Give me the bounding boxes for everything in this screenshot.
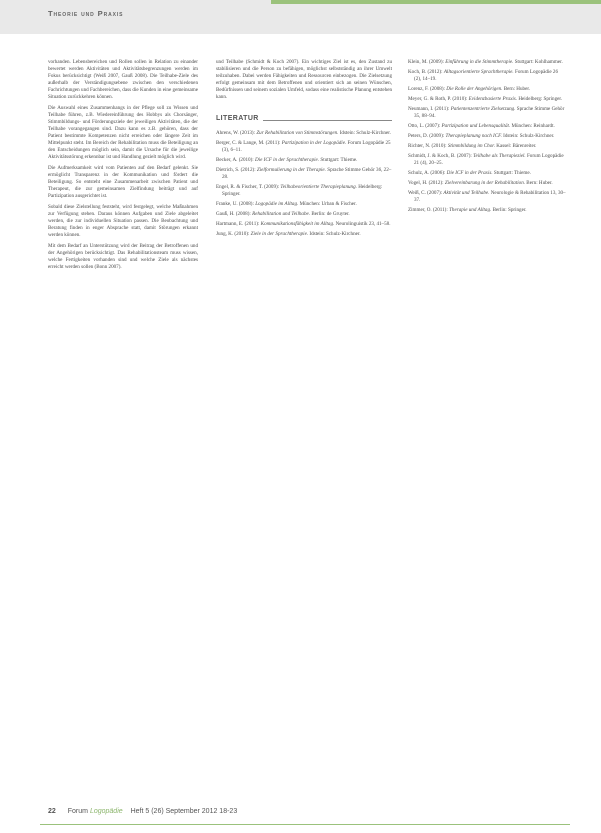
reference-entry — [216, 140, 392, 154]
reference-entry — [408, 96, 566, 103]
reference-authors: Vogel, H. (2012): — [408, 180, 444, 187]
literature-title: LITERATUR — [216, 115, 259, 123]
reference-title: Zielformulierung in der Therapie. — [256, 167, 326, 174]
reference-source: Bern: Huber. — [526, 180, 553, 187]
paragraph: Die Aufmerksamkeit wird vom Patienten auf den Bedarf gelenkt. Sie ermöglicht Transparenz in der Kommunikation und fördert die Beteiligung. So entsteht eine Zusammenarbeit zwischen Patient und Therapeut, die zur gemeinsamen Zielfindung beiträgt und auf Partizipation ausgerichtet ist. — [48, 165, 198, 200]
reference-title: Therapieplanung nach ICF. — [445, 133, 502, 140]
reference-entry — [408, 207, 566, 214]
reference-entry — [408, 106, 566, 120]
page-number: 22 — [48, 808, 56, 815]
reference-title: Die ICF in der Praxis. — [446, 170, 493, 177]
reference-entry — [216, 231, 392, 238]
reference-source: Stuttgart: Thieme. — [493, 170, 531, 177]
body-column-1 — [48, 59, 198, 275]
footer-rule — [40, 824, 570, 825]
heading-rule — [263, 120, 392, 121]
reference-source: Idstein: Schulz-Kirchner. — [503, 133, 555, 140]
paragraph: Die Auswahl eines Zusammenhangs in der Pflege soll zu Wissen und Teilhabe führen, z.B. Wiedereinführung des Hobbys als Chorsänger, Stimmbildungs- und Förderungsziele der jeweiligen Aktivitäten, die der Teilhabe vorangegangen sind. Dazu kann es z.B. gehören, dass der Patient bestimmte Kompetenzen nicht erreichen oder längere Zeit im Mittelpunkt steht. Im Bereich der Rehabilitation muss die Beteiligung an den Entscheidungen möglich sein, damit die Ursache für die jeweilige Aktivitätsstörung erkennbar ist und Handlung gezielt möglich wird. — [48, 105, 198, 161]
literature-heading — [216, 115, 392, 122]
reference-entry — [408, 153, 566, 167]
reference-authors: Weiß, C. (2007): — [408, 190, 443, 197]
reference-authors: Lorenz, F. (2008): — [408, 86, 445, 93]
reference-source: Sprache Stimme Gehör 36, 22–28. — [222, 167, 392, 181]
reference-entry — [216, 167, 392, 181]
reference-title: Zielvereinbarung in der Rehabilitation. — [444, 180, 526, 187]
reference-source: Sprache Stimme Gehör 35, 88–94. — [414, 106, 565, 120]
reference-entry — [216, 211, 392, 218]
reference-title: Logopädie im Alltag. — [255, 201, 299, 208]
reference-list-part-2 — [408, 59, 566, 214]
reference-entry — [216, 221, 392, 228]
reference-entry — [216, 157, 392, 164]
reference-entry — [216, 184, 392, 198]
reference-source: Idstein: Schulz-Kirchner. — [309, 231, 361, 238]
reference-source: Forum Logopädie 25 (3), 6–11. — [222, 140, 391, 154]
reference-authors: Peters, D. (2009): — [408, 133, 445, 140]
reference-entry — [408, 170, 566, 177]
reference-title: Evidenzbasierte Praxis. — [468, 96, 518, 103]
reference-authors: Gauß, H. (2008): — [216, 211, 251, 218]
reference-authors: Zimmer, O. (2011): — [408, 207, 448, 214]
reference-title: Teilhabeorientierte Therapieplanung. — [280, 184, 357, 191]
section-title: Theorie und Praxis — [48, 9, 124, 18]
reference-source: Forum Logopädie 26 (2), 14–19. — [414, 69, 558, 83]
reference-source: München: Reinhardt. — [511, 123, 555, 130]
reference-title: Einführung in die Stimmtherapie. — [445, 59, 514, 65]
page-footer — [48, 808, 237, 815]
reference-entry — [408, 143, 566, 150]
reference-authors: Dietrich, S. (2012): — [216, 167, 256, 174]
reference-list-part-1 — [216, 130, 392, 238]
reference-source: Bern: Huber. — [503, 86, 531, 93]
paragraph: vorhanden. Lebensbereichen und Rollen sollen in Relation zu einander bewertet werden Aktivitäten und Aktivitätsbegrenzungen werden im Fokus berücksichtigt (Weiß 2007, Gauß 2008). Die Teilhabe-Ziele des außerhalb der Verständigungsebene zwischen den verschiedenen Fachrichtungen und Fachbereichen, dass die Kunden in eine gemeinsame Situation zurückkehren können. — [48, 59, 198, 101]
reference-source: Forum Logopädie 21 (4), 20–25. — [414, 153, 564, 167]
body-text-continued — [216, 59, 392, 101]
reference-authors: Meyer, G. & Roth, P. (2010): — [408, 96, 468, 103]
reference-entry — [408, 190, 566, 204]
reference-source: Heidelberg: Springer. — [222, 184, 383, 198]
reference-source: Berlin: de Gruyter. — [311, 211, 350, 218]
paragraph: und Teilhabe (Schmidt & Koch 2007). Ein wichtiges Ziel ist es, den Zustand zu stabilisieren und die Person zu befähigen, möglichst selbstständig an ihrer Umwelt teilzuhaben. Dabei werden Fähigkeiten und Ressourcen einbezogen. Die Zielsetzung erfolgt gemeinsam mit dem Betroffenen und orientiert sich an seinen Wünschen, Bedürfnissen und seinem sozialen Umfeld, sodass eine realistische Planung entstehen kann. — [216, 59, 392, 101]
reference-authors: Klein, M. (2009): — [408, 59, 444, 65]
reference-authors: Hartmann, E. (2011): — [216, 221, 260, 228]
body-column-3 — [408, 59, 566, 217]
reference-source: Heidelberg: Springer. — [518, 96, 563, 103]
reference-source: Idstein: Schulz-Kirchner. — [339, 130, 391, 137]
reference-title: Alltagsorientierte Sprachtherapie. — [443, 69, 514, 76]
reference-authors: Schulz, A. (2006): — [408, 170, 446, 177]
reference-title: Partizipation und Lebensqualität. — [441, 123, 511, 130]
reference-title: Partizipation in der Logopädie. — [281, 140, 347, 147]
journal-label: Forum — [67, 808, 88, 815]
reference-title: Aktivität und Teilhabe. — [443, 190, 490, 197]
journal-name: Logopädie — [89, 808, 123, 815]
reference-source: Stuttgart: Kohlhammer. — [514, 59, 563, 65]
reference-entry — [216, 130, 392, 137]
paragraph: Sobald diese Zielstellung feststeht, wird festgelegt, welche Maßnahmen zur Verfügung stehen. Daraus können Aufgaben und Ziele abgeleitet werden, die zur individuellen Situation passen. Die Beobachtung und Beratung finden in enger Absprache statt, damit Störungen erkannt werden können. — [48, 204, 198, 239]
issue-info: Heft 5 (26) September 2012 18-23 — [130, 808, 238, 815]
reference-entry — [408, 123, 566, 130]
reference-authors: Becker, A. (2010): — [216, 157, 254, 164]
reference-authors: Jung, K. (2010): — [216, 231, 250, 238]
header-accent-stripe — [271, 0, 601, 4]
reference-title: Zur Rehabilitation von Stimmstörungen. — [256, 130, 339, 137]
reference-authors: Ahrens, W. (2013): — [216, 130, 256, 137]
reference-entry — [408, 180, 566, 187]
paragraph: Mit dem Bedarf an Unterstützung wird der Beitrag der Betroffenen und der Angehörigen berücksichtigt. Das Rehabilitationsteam muss wissen, welche Fertigkeiten vorhanden sind und welche Ziele als nächstes erreicht werden sollen (Bonn 2007). — [48, 243, 198, 271]
reference-title: Kommunikationsfähigkeit im Alltag. — [260, 221, 335, 228]
reference-title: Patientenzentrierte Zielsetzung. — [450, 106, 516, 113]
reference-title: Die Rolle der Angehörigen. — [446, 86, 503, 93]
reference-authors: Schmidt, J. & Koch, B. (2007): — [408, 153, 472, 160]
reference-source: Berlin: Springer. — [492, 207, 527, 214]
reference-source: Stuttgart: Thieme. — [320, 157, 358, 164]
reference-entry — [216, 201, 392, 208]
reference-entry — [408, 59, 566, 66]
reference-title: Ziele in der Sprachtherapie. — [250, 231, 309, 238]
reference-title: Therapie und Alltag. — [449, 207, 492, 214]
reference-source: Neurologie & Rehabilitation 13, 30–37. — [414, 190, 566, 204]
reference-authors: Otto, L. (2007): — [408, 123, 441, 130]
reference-source: Neurolinguistik 23, 41–58. — [335, 221, 391, 228]
reference-title: Teilhabe als Therapieziel. — [473, 153, 526, 160]
reference-authors: Engel, R. & Fischer, T. (2009): — [216, 184, 280, 191]
reference-authors: Koch, B. (2012): — [408, 69, 443, 76]
reference-source: Kassel: Bärenreiter. — [496, 143, 537, 150]
reference-authors: Richter, N. (2010): — [408, 143, 447, 150]
reference-entry — [408, 133, 566, 140]
reference-title: Rehabilitation und Teilhabe. — [252, 211, 311, 218]
reference-entry — [408, 86, 566, 93]
reference-authors: Franke, U. (2008): — [216, 201, 254, 208]
reference-title: Stimmbildung im Chor. — [447, 143, 495, 150]
body-column-2 — [216, 59, 392, 241]
reference-entry — [408, 69, 566, 83]
reference-authors: Berger, C. & Lange, M. (2011): — [216, 140, 281, 147]
reference-source: München: Urban & Fischer. — [299, 201, 357, 208]
reference-authors: Neumann, I. (2011): — [408, 106, 450, 113]
reference-title: Die ICF in der Sprachtherapie. — [255, 157, 320, 164]
